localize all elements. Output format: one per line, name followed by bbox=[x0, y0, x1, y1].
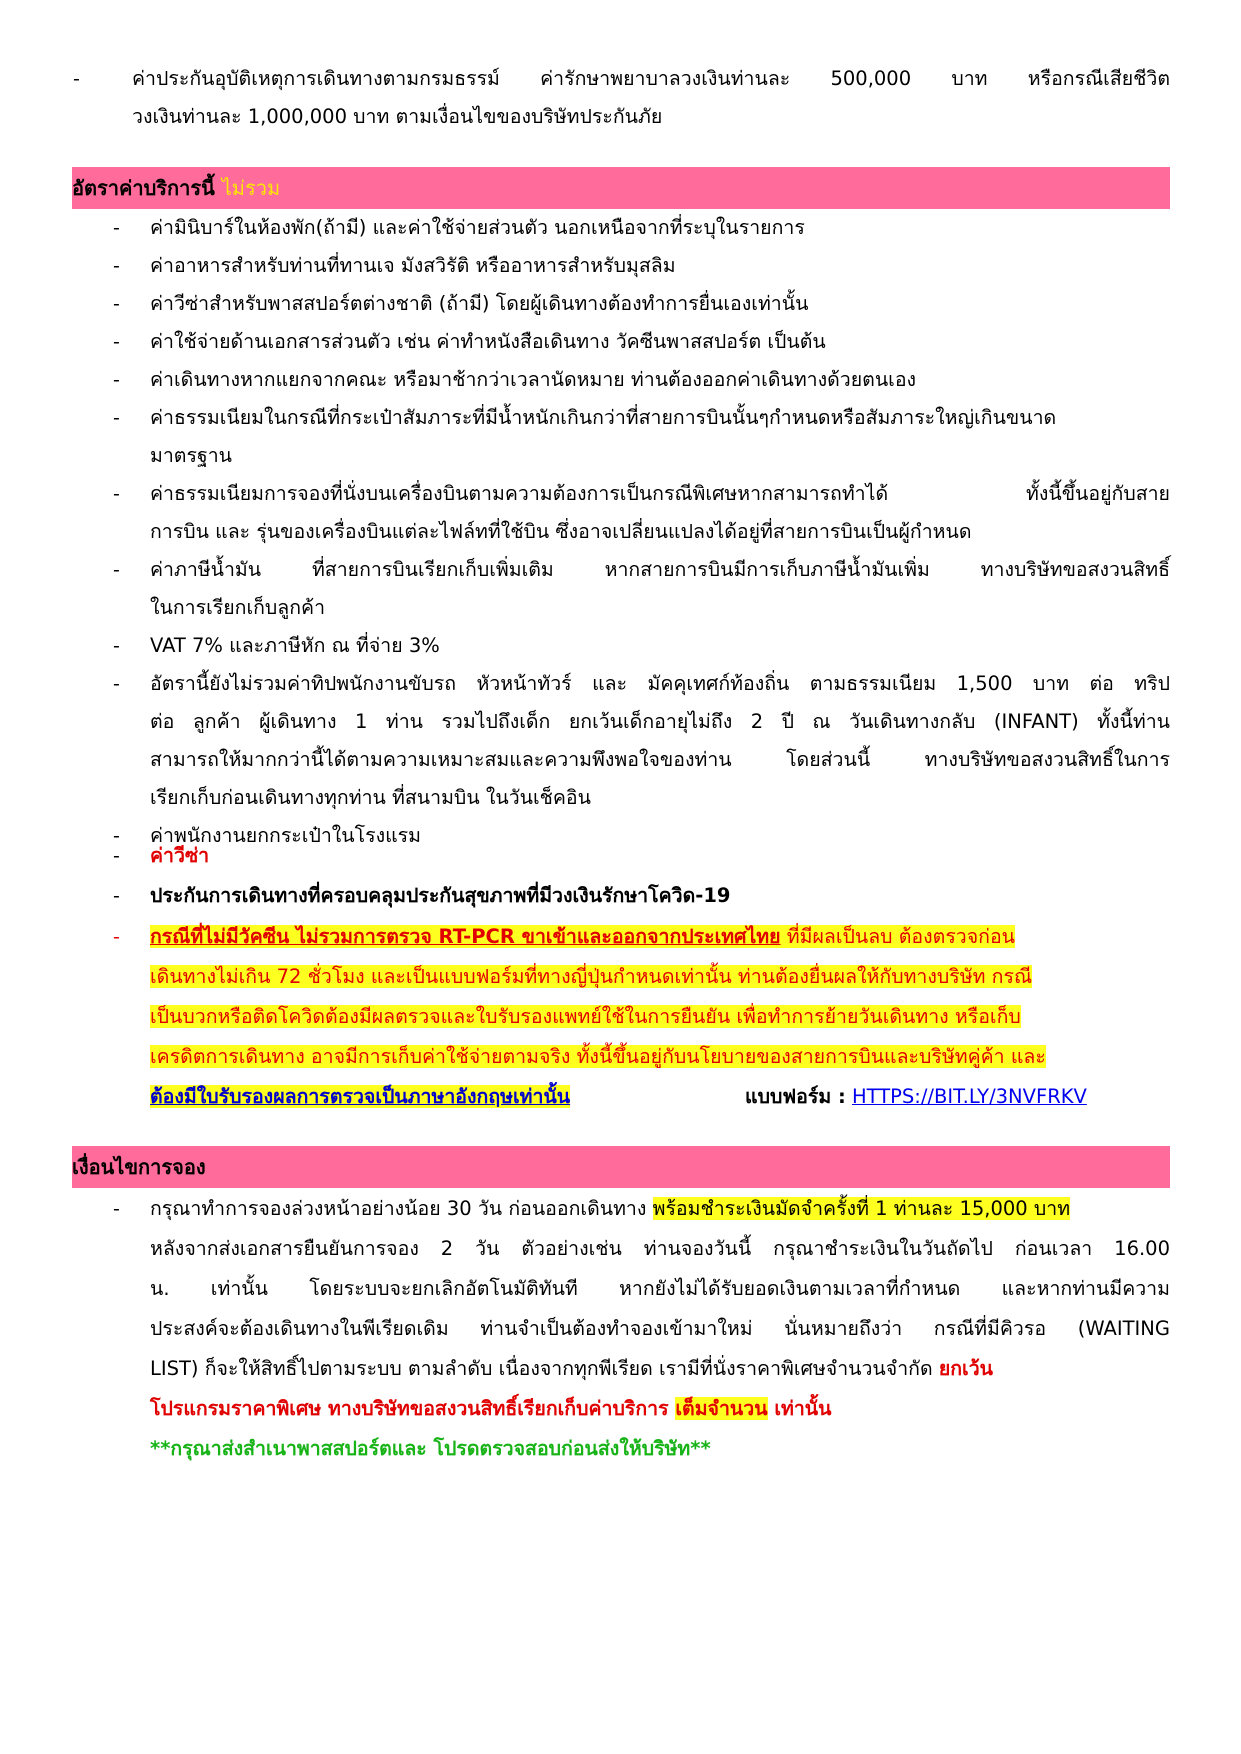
excluded-item-line: ต่อ ลูกค้า ผู้เดินทาง 1 ท่าน รวมไปถึงเด็ก ยกเว้นเด็กอายุไม่ถึง 2 ปี ณ วันเดินทางกลับ (INFANT) ทั้งนี้ท่าน bbox=[150, 710, 1170, 733]
excluded-item-line: ค่าพนักงานยกกระเป๋าในโรงแรม bbox=[150, 824, 421, 847]
covid-test-line-3-text: เป็นบวกหรือติดโควิดต้องมีผลตรวจและใบรับรองแพทย์ใช้ในการยืนยัน เพื่อทำการย้ายวันเดินทาง หรือเก็บ bbox=[150, 1005, 1021, 1028]
english-certificate-note: ต้องมีใบรับรองผลการตรวจเป็นภาษาอังกฤษเท่านั้น bbox=[150, 1085, 571, 1108]
exception-text: ยกเว้น bbox=[938, 1357, 993, 1380]
excluded-item-line: ค่ามินิบาร์ในห้องพัก(ถ้ามี) และค่าใช้จ่ายส่วนตัว นอกเหนือจากที่ระบุในรายการ bbox=[150, 216, 805, 239]
bullet-dash: - bbox=[113, 407, 120, 429]
covid-test-line-2-text: เดินทางไม่เกิน 72 ชั่วโมง และเป็นแบบฟอร์มที่ทางญี่ปุ่นกำหนดเท่านั้น ท่านต้องยื่นผลให้กับทางบริษัท กรณี bbox=[150, 965, 1033, 988]
insurance-line-2: วงเงินท่านละ 1,000,000 บาท ตามเงื่อนไขของบริษัทประกันภัย bbox=[132, 105, 663, 128]
booking-line-1 bbox=[150, 1189, 1170, 1229]
covid-test-line-4 bbox=[150, 1037, 1170, 1077]
excluded-item-line: เรียกเก็บก่อนเดินทางทุกท่าน ที่สนามบิน ในวันเช็คอิน bbox=[150, 786, 591, 809]
booking-line-3: น. เท่านั้น โดยระบบจะยกเลิกอัตโนมัติทันที หากยังไม่ได้รับยอดเงินตามเวลาที่กำหนด และหากท่านมีความ bbox=[150, 1277, 1170, 1300]
visa-text: ค่าวีซ่า bbox=[150, 844, 210, 867]
full-amount-highlight: เต็มจำนวน bbox=[675, 1397, 768, 1420]
form-ref bbox=[745, 1077, 1087, 1117]
booking-section-title: เงื่อนไขการจอง bbox=[72, 1155, 206, 1179]
bullet-dash: - bbox=[113, 369, 120, 391]
bullet-dash: - bbox=[113, 635, 120, 657]
bullet-dash: - bbox=[113, 483, 120, 505]
bullet-dash: - bbox=[113, 825, 120, 847]
covid-test-line-1 bbox=[150, 917, 1170, 957]
bullet-dash: - bbox=[113, 885, 120, 907]
bullet-dash: - bbox=[113, 1198, 120, 1220]
excluded-item-line: สามารถให้มากกว่านี้ได้ตามความเหมาะสมและความพึงพอใจของท่าน โดยส่วนนี้ ทางบริษัทขอสงวนสิทธิ์ในการ bbox=[150, 748, 1170, 771]
booking-line-6 bbox=[150, 1389, 1170, 1429]
booking-line-4: ประสงค์จะต้องเดินทางในพีเรียดเดิม ท่านจำเป็นต้องทำจองเข้ามาใหม่ นั่นหมายถึงว่า กรณีที่มีคิวรอ (WAITING bbox=[150, 1317, 1170, 1340]
booking-line-2: หลังจากส่งเอกสารยืนยันการจอง 2 วัน ตัวอย่างเช่น ท่านจองวันนี้ กรุณาชำระเงินในวันถัดไป ก่อนเวลา 16.00 bbox=[150, 1237, 1170, 1260]
excluded-item-line: ค่าอาหารสำหรับท่านที่ทานเจ มังสวิรัติ หรืออาหารสำหรับมุสลิม bbox=[150, 254, 676, 277]
covid-insurance-text: ประกันการเดินทางที่ครอบคลุมประกันสุขภาพที่มีวงเงินรักษาโควิด-19 bbox=[150, 884, 731, 907]
excluded-title-prefix: อัตราค่าบริการนี้ bbox=[72, 176, 215, 200]
excluded-item-line: ค่าใช้จ่ายด้านเอกสารส่วนตัว เช่น ค่าทำหนังสือเดินทาง วัคซีนพาสสปอร์ต เป็นต้น bbox=[150, 330, 826, 353]
covid-test-line-4-text: เครดิตการเดินทาง อาจมีการเก็บค่าใช้จ่ายตามจริง ทั้งนี้ขึ้นอยู่กับนโยบายของสายการบินและบริษัทคู่ค้า และ bbox=[150, 1045, 1046, 1068]
excluded-item-line: มาตรฐาน bbox=[150, 444, 232, 467]
bullet-dash: - bbox=[73, 68, 80, 90]
booking-line-1-text: กรุณาทำการจองล่วงหน้าอย่างน้อย 30 วัน ก่อนออกเดินทาง bbox=[150, 1197, 653, 1220]
bullet-dash: - bbox=[113, 673, 120, 695]
covid-test-line-3 bbox=[150, 997, 1170, 1037]
covid-test-line-5 bbox=[150, 1077, 1170, 1117]
excluded-item-line: ค่าเดินทางหากแยกจากคณะ หรือมาช้ากว่าเวลานัดหมาย ท่านต้องออกค่าเดินทางด้วยตนเอง bbox=[150, 368, 917, 391]
booking-line-5 bbox=[150, 1349, 1170, 1389]
excluded-item-line: ในการเรียกเก็บลูกค้า bbox=[150, 596, 326, 619]
covid-test-underlined: กรณีที่ไม่มีวัคซีน ไม่รวมการตรวจ RT-PCR ขาเข้าและออกจากประเทศไทย bbox=[150, 925, 781, 948]
bullet-dash: - bbox=[113, 293, 120, 315]
excluded-section-title bbox=[72, 167, 280, 209]
booking-line-5-text: LIST) ก็จะให้สิทธิ์ไปตามระบบ ตามลำดับ เนื่องจากทุกพีเรียด เรามีที่นั่งราคาพิเศษจำนวนจำกัด bbox=[150, 1357, 939, 1380]
special-program-text: โปรแกรมราคาพิเศษ ทางบริษัทขอสงวนสิทธิ์เรียกเก็บค่าบริการ bbox=[150, 1397, 676, 1420]
excluded-item-line: ค่าวีซ่าสำหรับพาสสปอร์ตต่างชาติ (ถ้ามี) โดยผู้เดินทางต้องทำการยื่นเองเท่านั้น bbox=[150, 292, 809, 315]
covid-test-line-2 bbox=[150, 957, 1170, 997]
form-link[interactable]: HTTPS://BIT.LY/3NVFRKV bbox=[851, 1085, 1087, 1108]
excluded-item-line: ค่าธรรมเนียมการจองที่นั่งบนเครื่องบินตามความต้องการเป็นกรณีพิเศษหากสามารถทำได้ ทั้งนี้ขึ้นอยู่กับสาย bbox=[150, 482, 1170, 505]
excluded-item-line: VAT 7% และภาษีหัก ณ ที่จ่าย 3% bbox=[150, 634, 440, 657]
bullet-dash: - bbox=[113, 255, 120, 277]
bullet-dash: - bbox=[113, 331, 120, 353]
deposit-highlight: พร้อมชำระเงินมัดจำครั้งที่ 1 ท่านละ 15,000 บาท bbox=[652, 1197, 1071, 1220]
excluded-title-highlight: ไม่รวม bbox=[221, 176, 281, 200]
bullet-dash: - bbox=[113, 217, 120, 239]
form-label: แบบฟอร์ม : bbox=[745, 1085, 846, 1108]
passport-note: **กรุณาส่งสำเนาพาสสปอร์ตและ โปรดตรวจสอบก่อนส่งให้บริษัท** bbox=[150, 1437, 711, 1460]
bullet-dash: - bbox=[113, 926, 120, 948]
covid-test-line-1-rest: ที่มีผลเป็นลบ ต้องตรวจก่อน bbox=[780, 925, 1016, 948]
insurance-line-1: ค่าประกันอุบัติเหตุการเดินทางตามกรมธรรม์ ค่ารักษาพยาบาลวงเงินท่านละ 500,000 บาท หรือกรณีเสียชีวิต bbox=[132, 67, 1170, 90]
excluded-item-line: อัตรานี้ยังไม่รวมค่าทิปพนักงานขับรถ หัวหน้าทัวร์ และ มัคคุเทศก์ท้องถิ่น ตามธรรมเนียม 1,500 บาท ต่อ ทริป bbox=[150, 672, 1170, 695]
bullet-dash: - bbox=[113, 845, 120, 867]
only-text: เท่านั้น bbox=[767, 1397, 832, 1420]
excluded-item-line: การบิน และ รุ่นของเครื่องบินแต่ละไฟล์ทที่ใช้บิน ซึ่งอาจเปลี่ยนแปลงได้อยู่ที่สายการบินเป็นผู้กำหนด bbox=[150, 520, 972, 543]
bullet-dash: - bbox=[113, 559, 120, 581]
excluded-item-line: ค่าธรรมเนียมในกรณีที่กระเป๋าสัมภาระที่มีน้ำหนักเกินกว่าที่สายการบินนั้นๆกำหนดหรือสัมภาระใหญ่เกินขนาด bbox=[150, 406, 1057, 429]
excluded-item-line: ค่าภาษีน้ำมัน ที่สายการบินเรียกเก็บเพิ่มเติม หากสายการบินมีการเก็บภาษีน้ำมันเพิ่ม ทางบริษัทขอสงวนสิทธิ์ bbox=[150, 558, 1170, 581]
booking-section-header bbox=[72, 1146, 1170, 1188]
